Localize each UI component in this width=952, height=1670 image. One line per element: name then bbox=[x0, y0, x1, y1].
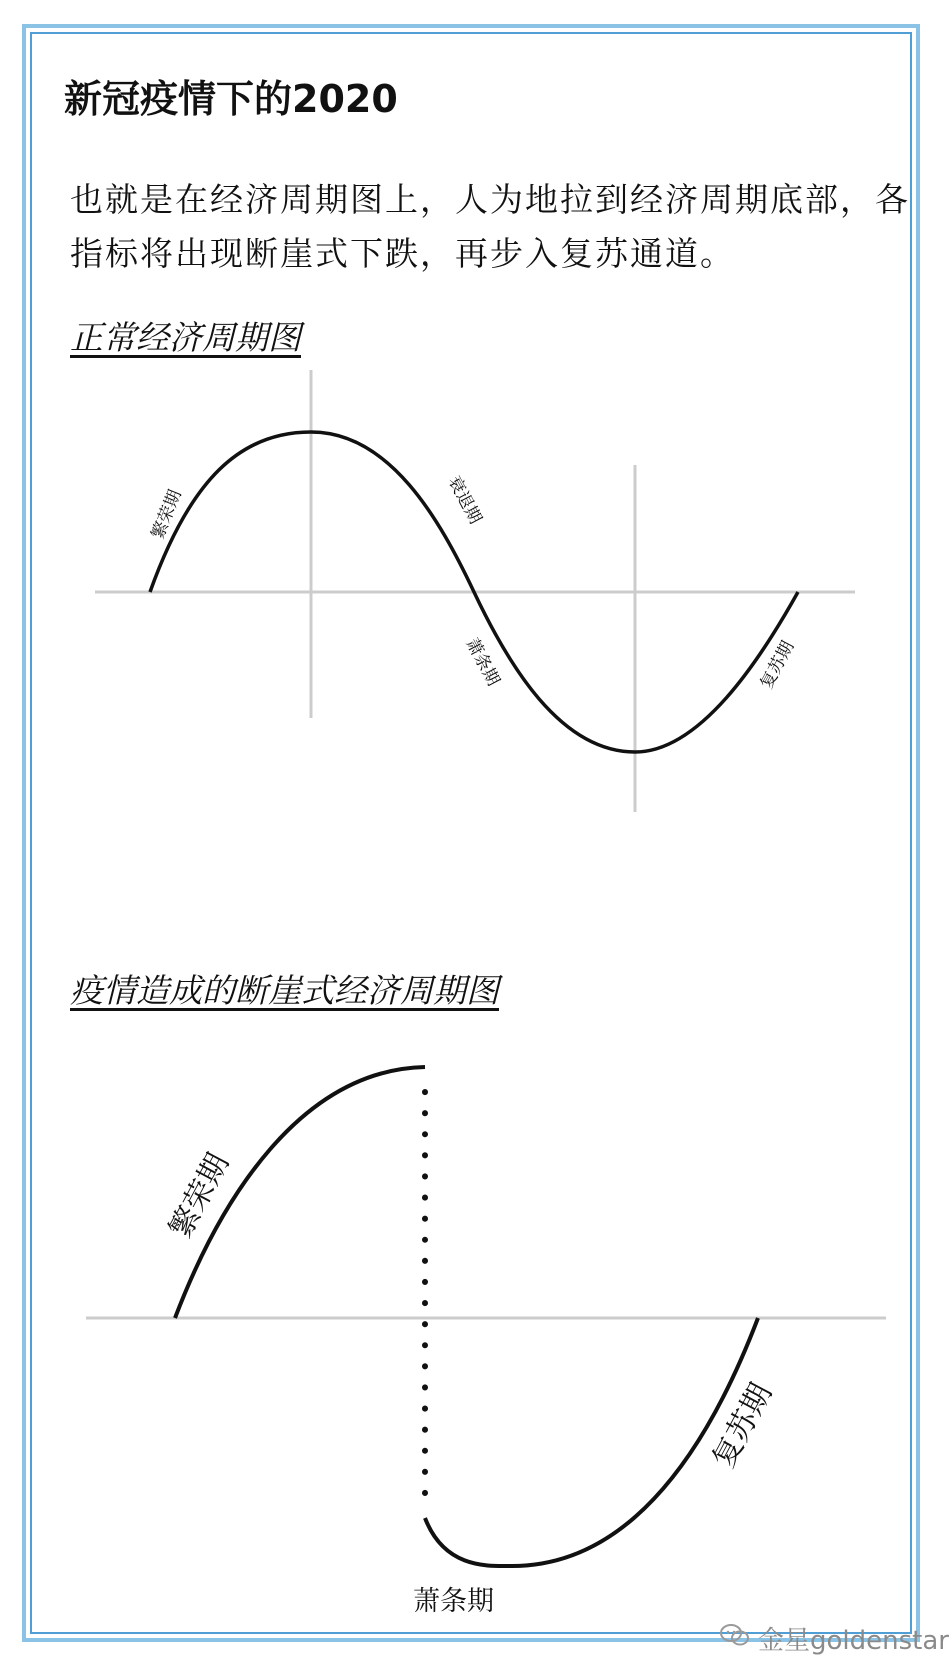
depression-recovery-curve bbox=[425, 1318, 758, 1566]
footer-text: 金星goldenstar bbox=[758, 1626, 949, 1656]
section2-title: 疫情造成的断崖式经济周期图 bbox=[70, 971, 499, 1010]
section1-title: 正常经济周期图 bbox=[70, 318, 301, 357]
label-prosperity-1: 繁荣期 bbox=[148, 487, 186, 542]
label-recovery-2: 复苏期 bbox=[706, 1377, 780, 1474]
page-title: 新冠疫情下的2020 bbox=[64, 77, 398, 121]
label-depression-2: 萧条期 bbox=[413, 1586, 494, 1617]
label-recession-1: 衰退期 bbox=[443, 472, 486, 528]
label-depression-1: 萧条期 bbox=[461, 634, 504, 690]
label-prosperity-2: 繁荣期 bbox=[163, 1147, 237, 1244]
label-recovery-1: 复苏期 bbox=[756, 637, 799, 693]
wechat-icon bbox=[720, 1624, 750, 1646]
intro-paragraph: 也就是在经济周期图上，人为地拉到经济周期底部，各指标将出现断崖式下跌，再步入复苏通道。 bbox=[70, 180, 910, 273]
